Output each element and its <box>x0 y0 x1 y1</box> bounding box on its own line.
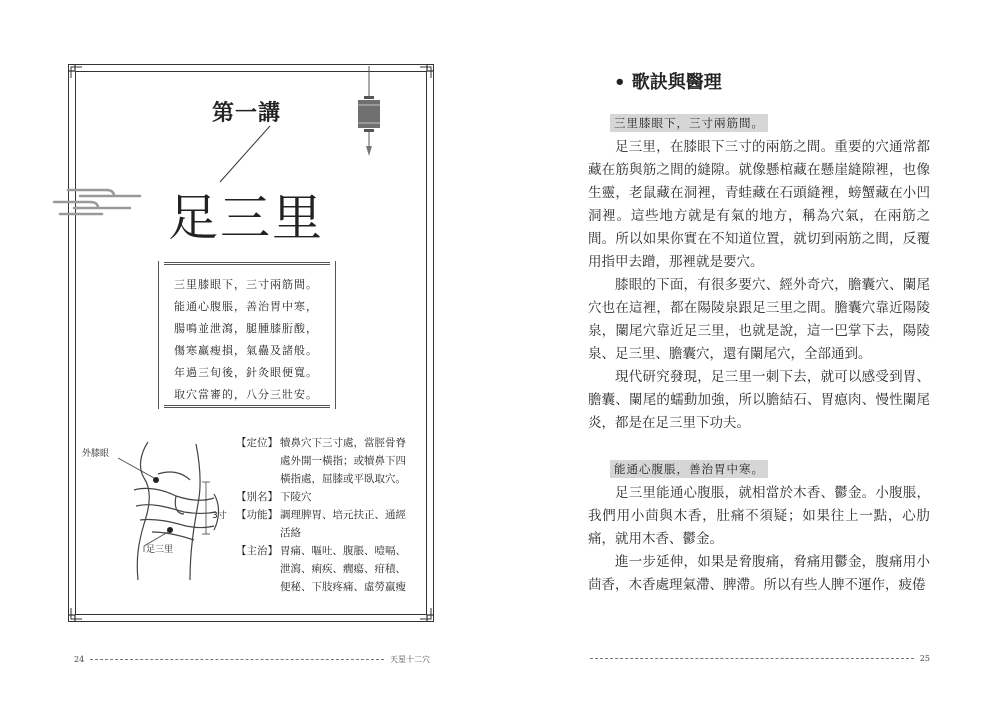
right-footer <box>584 654 930 663</box>
info-value: 胃痛、嘔吐、腹脹、噎嗝、泄瀉、痢疾、癇瘍、疳積、便秘、下肢疼痛、虛勞羸瘦 <box>280 545 406 593</box>
verse-line: 腸鳴並泄瀉，腿腫膝胻酸， <box>174 322 318 335</box>
section-heading: • 歌訣與醫理 <box>614 72 722 93</box>
verse-box-border <box>158 261 159 409</box>
verse-highlight: 能通心腹脹，善治胃中寒。 <box>610 460 768 478</box>
info-value: 下陵穴 <box>280 491 312 503</box>
body-paragraph: 進一步延伸，如果是脅腹痛，脅痛用鬱金，腹痛用小茴香，木香處理氣滯、脾滯。所以有些人脾不運作，疲倦 <box>588 554 930 593</box>
info-row-location <box>236 434 416 488</box>
frame-corner-ornament <box>68 64 82 78</box>
lantern-ornament-icon <box>354 66 384 158</box>
info-key: 【定位】 <box>236 437 278 449</box>
knee-acupoint-illustration <box>78 434 228 584</box>
info-row-indications <box>236 542 416 596</box>
verse-highlight: 三里膝眼下，三寸兩筋間。 <box>610 114 768 132</box>
verse-box-border <box>335 261 336 409</box>
info-value: 犢鼻穴下三寸處，當脛骨脊處外開一橫指；或犢鼻下四橫指處，屈膝或平臥取穴。 <box>280 437 406 485</box>
verse-line: 傷寒羸瘦損，氣蠱及諸般。 <box>174 344 318 357</box>
verse-line: 能通心腹脹，善治胃中寒， <box>174 300 318 313</box>
body-paragraph: 膝眼的下面，有很多要穴、經外奇穴，膽囊穴、闌尾穴也在這裡，都在陽陵泉跟足三里之間。膽囊穴靠近陽陵泉，闌尾穴靠近足三里，也就是說，這一巴掌下去，陽陵泉、足三里、膽囊穴，還有闌尾穴，全部通到。 <box>588 277 930 362</box>
frame-corner-ornament <box>68 608 82 622</box>
running-book-title: 天星十二穴 <box>390 655 430 664</box>
verse-lines <box>174 274 326 406</box>
frame-corner-ornament <box>420 64 434 78</box>
body-paragraph: 足三里，在膝眼下三寸的兩筋之間。重要的穴通常都藏在筋與筋之間的縫隙。就像懸棺藏在懸崖縫隙裡，也像生靈，老鼠藏在洞裡，青蛙藏在石頭縫裡，螃蟹藏在小凹洞裡。這些地方就是有氣的地方，稱為穴氣，在兩筋之間。所以如果你實在不知道位置，就切到兩筋之間，反覆用指甲去蹭，那裡就是要穴。 <box>588 139 930 270</box>
lecture-title: 第一講 <box>212 100 282 126</box>
info-row-function <box>236 506 416 542</box>
info-key: 【主治】 <box>236 545 278 557</box>
body-paragraph: 現代研究發現，足三里一刺下去，就可以感受到胃、膽囊、闌尾的蠕動加強，所以膽結石、胃瘜肉、慢性闌尾炎，都是在足三里下功夫。 <box>588 369 930 431</box>
page-number-left: 24 <box>74 655 85 664</box>
verse-line: 取穴當審的，八分三壯安。 <box>174 388 318 401</box>
label-three-cun: 3寸 <box>212 511 227 521</box>
info-value: 調理脾胃、培元扶正、通經活絡 <box>280 509 406 539</box>
acupoint-info <box>236 434 416 596</box>
page-number-right: 25 <box>919 654 930 663</box>
info-key: 【別名】 <box>236 491 278 503</box>
cloud-ornament-icon <box>50 186 146 222</box>
frame-corner-ornament <box>420 608 434 622</box>
acupoint-title: 足三里 <box>168 189 324 247</box>
info-row-alias <box>236 488 416 506</box>
decorative-slash <box>212 124 272 184</box>
info-key: 【功能】 <box>236 509 278 521</box>
left-footer <box>74 654 430 665</box>
verse-line: 三里膝眼下，三寸兩筋間。 <box>174 278 318 291</box>
label-outer-knee-eye: 外膝眼 <box>82 449 110 459</box>
footer-dashed-rule <box>590 658 914 659</box>
footer-dashed-rule <box>90 659 384 660</box>
verse-line: 年過三旬後，針灸眼便寬。 <box>174 366 318 379</box>
body-paragraph: 足三里能通心腹脹，就相當於木香、鬱金。小腹脹，我們用小茴與木香，肚痛不須疑；如果往上一點，心肋痛，就用木香、鬱金。 <box>588 485 930 547</box>
label-zusanli: 足三里 <box>146 545 174 555</box>
